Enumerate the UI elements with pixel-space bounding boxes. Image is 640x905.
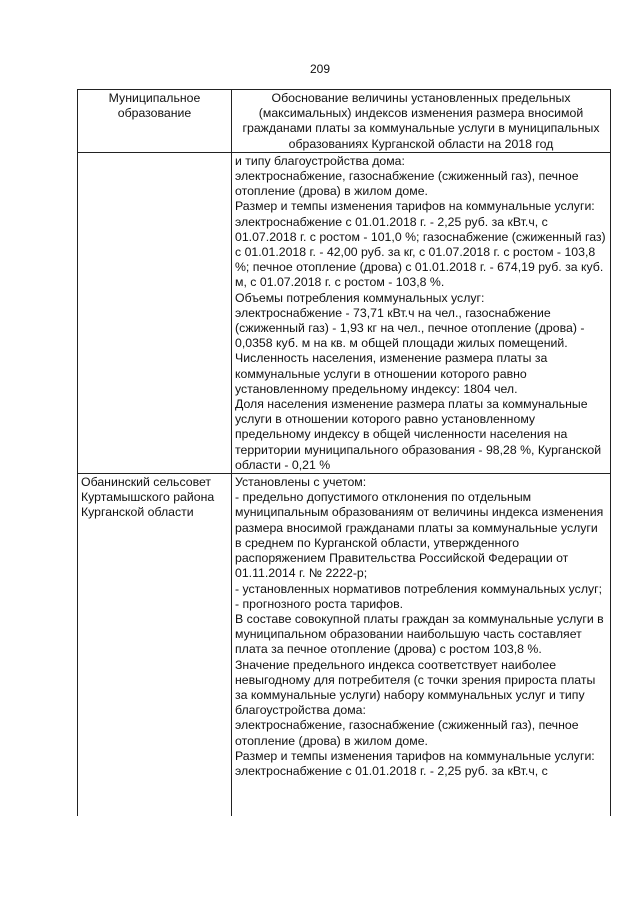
paragraph: электроснабжение с 01.01.2018 г. - 2,25 руб. за кВт.ч, с — [235, 763, 548, 778]
header-justification: Обоснование величины установленных предельных (максимальных) индексов изменения размера вносимой гражданами платы за коммунальные услуги в муниципальных образованиях Курганской области на 2018 год — [232, 90, 611, 153]
paragraph: - прогнозного роста тарифов. — [235, 596, 404, 611]
paragraph: - установленных нормативов потребления коммунальных услуг; — [235, 581, 603, 596]
paragraph: Установлены с учетом: — [235, 475, 367, 490]
paragraph: электроснабжение - 73,71 кВт.ч на чел., газоснабжение (сжиженный газ) - 1,93 кг на чел., печное отопление (дрова) - 0,0358 куб. м на кв. м общей площади жилых помещений. — [235, 305, 585, 351]
table-header-row — [78, 90, 611, 153]
paragraph: электроснабжение, газоснабжение (сжиженный газ), печное отопление (дрова) в жилом доме. — [235, 718, 579, 748]
paragraph: Объемы потребления коммунальных услуг: — [235, 290, 485, 305]
justification-cell — [232, 152, 611, 473]
paragraph: Размер и темпы изменения тарифов на коммунальные услуги: — [235, 199, 595, 214]
table-row — [78, 474, 611, 816]
justification-cell — [232, 474, 611, 816]
table-row — [78, 152, 611, 473]
justification-table — [77, 89, 611, 816]
paragraph: Численность населения, изменение размера платы за коммунальные услуги в отношении которого равно установленному предельному индексу: 1804 чел. — [235, 351, 548, 396]
paragraph: электроснабжение, газоснабжение (сжиженный газ), печное отопление (дрова) в жилом доме. — [235, 169, 579, 199]
paragraph: Доля населения изменение размера платы за коммунальные услуги в отношении которого равно установленному предельному индексу в общей численности населения на территории муниципального образования - 98,28 %, Курганской области - 0,21 % — [235, 397, 602, 472]
page-number: 209 — [309, 62, 331, 76]
paragraph: электроснабжение с 01.01.2018 г. - 2,25 руб. за кВт.ч, с 01.07.2018 г. с ростом - 101,0 %; газоснабжение (сжиженный газ) с 01.01.2018 г. - 42,00 руб. за кг, с 01.07.2018 г. с ростом - 103,8 %; печное отопление (дрова) с 01.01.2018 г. - 674,19 руб. за куб. м, с 01.07.2018 г. с ростом - 103,8 %. — [235, 214, 606, 290]
paragraph: и типу благоустройства дома: — [235, 153, 405, 168]
paragraph: Размер и темпы изменения тарифов на коммунальные услуги: — [235, 748, 595, 763]
paragraph: В составе совокупной платы граждан за коммунальные услуги в муниципальном образовании наибольшую часть составляет плата за печное отопление (дрова) с ростом 103,8 %. — [235, 611, 604, 657]
header-municipality: Муниципальное образование — [78, 90, 232, 153]
paragraph: - предельно допустимого отклонения по отдельным муниципальным образованиям от величины индекса изменения размера вносимой гражданами платы за коммунальные услуги в среднем по Курганской области, утвержденного распоряжением Правительства Российской Федерации от 01.11.2014 г. № 2222-р; — [235, 490, 604, 581]
paragraph: Значение предельного индекса соответствует наиболее невыгодному для потребителя (с точки зрения прироста платы за коммунальные услуги) набору коммунальных услуг и типу благоустройства дома: — [235, 657, 596, 718]
municipality-cell: Обанинский сельсовет Куртамышского района Курганской области — [78, 474, 232, 816]
municipality-cell — [78, 152, 232, 473]
